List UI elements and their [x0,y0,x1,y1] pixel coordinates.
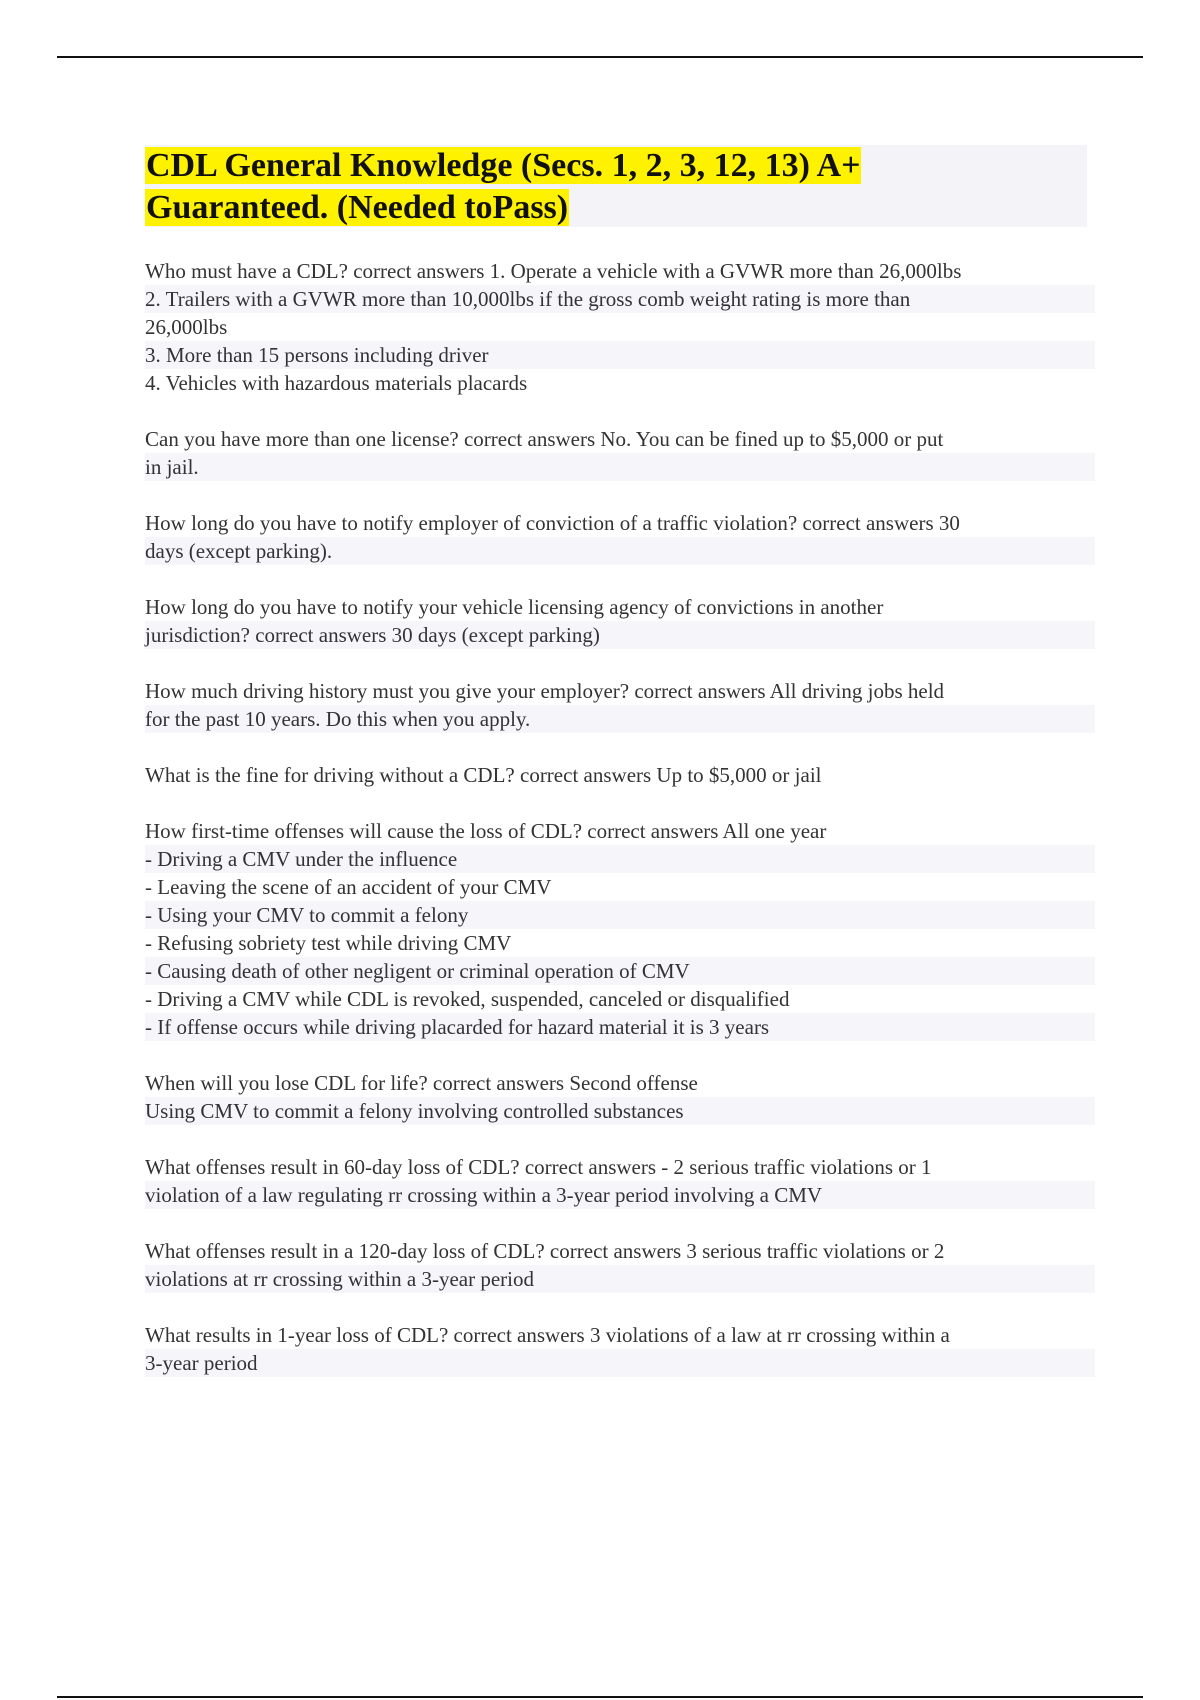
qa-line: Using CMV to commit a felony involving controlled substances [145,1097,1095,1125]
qa-line: jurisdiction? correct answers 30 days (except parking) [145,621,1095,649]
qa-line: 26,000lbs [145,315,228,339]
document-title [145,145,1045,229]
qa-entry [145,509,1095,565]
qa-entry [145,1237,1095,1293]
qa-line: 3. More than 15 persons including driver [145,341,1095,369]
bottom-rule [57,1696,1143,1698]
qa-line: 3-year period [145,1349,1095,1377]
top-rule [57,56,1143,58]
qa-line: What is the fine for driving without a CDL? correct answers Up to $5,000 or jail [145,763,822,787]
qa-line: What offenses result in a 120-day loss of CDL? correct answers 3 serious traffic violations or 2 [145,1239,945,1263]
title-line-1: CDL General Knowledge (Secs. 1, 2, 3, 12, 13) A+ [146,147,861,184]
title-line-2: Guaranteed. (Needed toPass) [146,189,569,226]
qa-entry [145,593,1095,649]
qa-entry [145,677,1095,733]
qa-line: 4. Vehicles with hazardous materials placards [145,371,528,395]
qa-entry [145,817,1095,1041]
qa-entry [145,761,1095,789]
qa-line: What offenses result in 60-day loss of CDL? correct answers - 2 serious traffic violations or 1 [145,1155,932,1179]
qa-line: What results in 1-year loss of CDL? correct answers 3 violations of a law at rr crossing within a [145,1323,950,1347]
qa-entry [145,1321,1095,1377]
qa-line: violation of a law regulating rr crossing within a 3-year period involving a CMV [145,1181,1095,1209]
qa-line: in jail. [145,453,1095,481]
qa-line: - Using your CMV to commit a felony [145,901,1095,929]
qa-line: - Driving a CMV while CDL is revoked, suspended, canceled or disqualified [145,987,790,1011]
qa-line: How first-time offenses will cause the loss of CDL? correct answers All one year [145,819,827,843]
document-body [145,257,1095,1405]
qa-line: - Leaving the scene of an accident of your CMV [145,875,552,899]
qa-line: How long do you have to notify your vehicle licensing agency of convictions in another [145,595,884,619]
qa-line: 2. Trailers with a GVWR more than 10,000lbs if the gross comb weight rating is more than [145,285,1095,313]
qa-entry [145,425,1095,481]
qa-line: - Driving a CMV under the influence [145,845,1095,873]
qa-entry [145,1153,1095,1209]
qa-line: How much driving history must you give your employer? correct answers All driving jobs held [145,679,945,703]
qa-entry [145,257,1095,397]
qa-line: - If offense occurs while driving placarded for hazard material it is 3 years [145,1013,1095,1041]
qa-line: - Causing death of other negligent or criminal operation of CMV [145,957,1095,985]
qa-line: days (except parking). [145,537,1095,565]
qa-line: - Refusing sobriety test while driving CMV [145,931,512,955]
qa-line: violations at rr crossing within a 3-year period [145,1265,1095,1293]
qa-line: When will you lose CDL for life? correct answers Second offense [145,1071,698,1095]
qa-line: How long do you have to notify employer of conviction of a traffic violation? correct answers 30 [145,511,960,535]
qa-line: Can you have more than one license? correct answers No. You can be fined up to $5,000 or put [145,427,944,451]
qa-line: Who must have a CDL? correct answers 1. Operate a vehicle with a GVWR more than 26,000lbs [145,259,962,283]
qa-line: for the past 10 years. Do this when you apply. [145,705,1095,733]
qa-entry [145,1069,1095,1125]
